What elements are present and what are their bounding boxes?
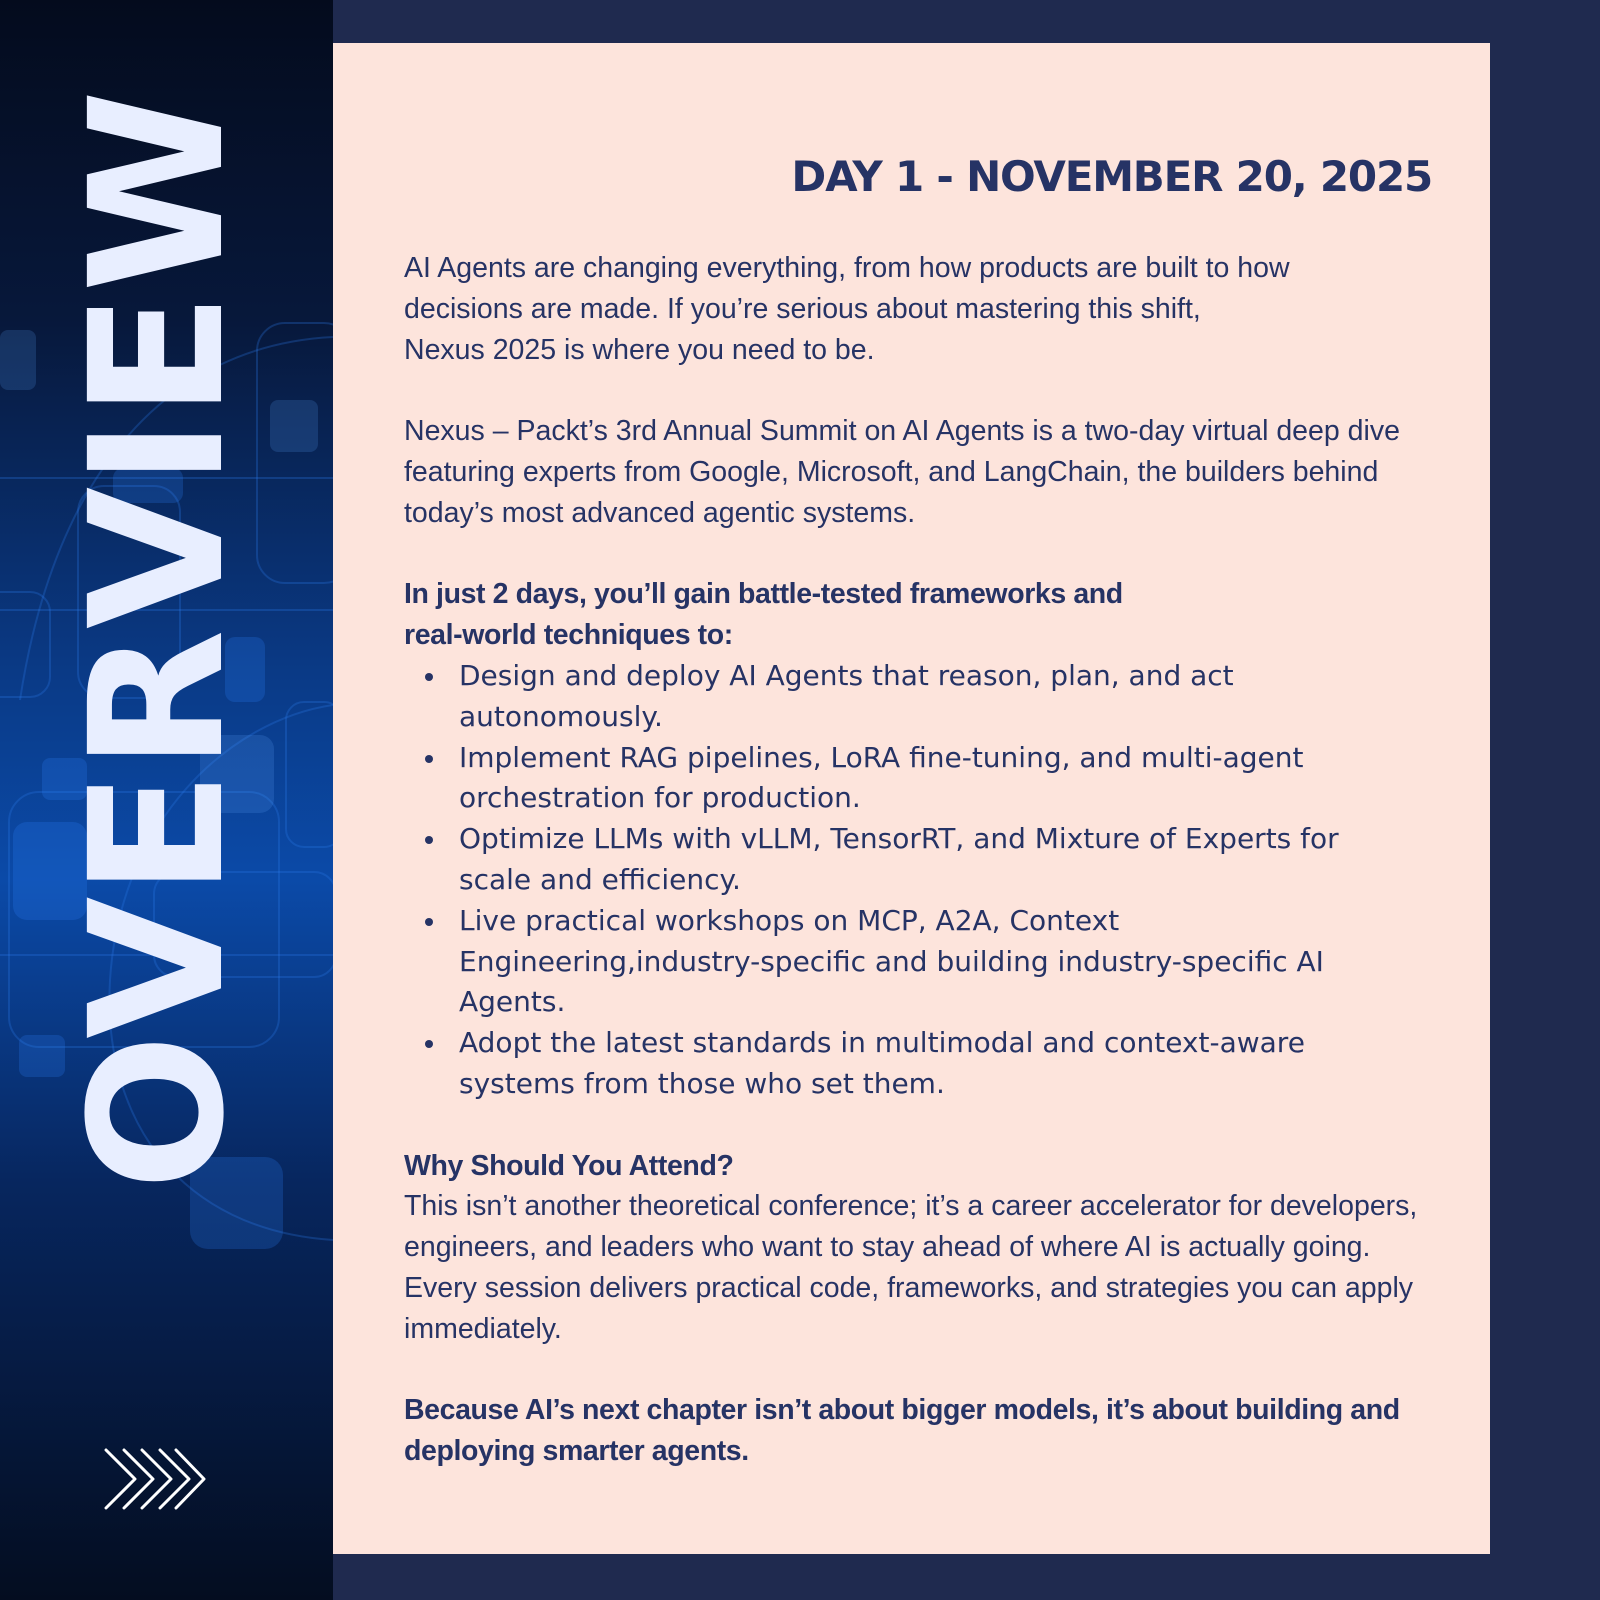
intro-line-2: decisions are made. If you’re serious about mastering this shift,	[404, 292, 1201, 325]
intro-line-3: Nexus 2025 is where you need to be.	[404, 333, 875, 366]
technique-item-rag-lora: Implement RAG pipelines, LoRA fine-tuning, and multi-agent orchestration for production.	[459, 738, 1409, 820]
technique-item-workshops: Live practical workshops on MCP, A2A, Context Engineering,industry-specific and building industry-specific AI Agents.	[459, 901, 1409, 1023]
closing-statement: Because AI’s next chapter isn’t about bigger models, it’s about building and deploying smarter agents.	[404, 1394, 1400, 1468]
intro-paragraph	[404, 248, 1444, 370]
technique-item-standards: Adopt the latest standards in multimodal and context-aware systems from those who set them.	[459, 1023, 1409, 1105]
gain-heading-line-2: real-world techniques to:	[404, 619, 733, 652]
overview-vertical-title: OVERVIEW	[51, 89, 265, 1191]
why-attend-paragraph: This isn’t another theoretical conference; it’s a career accelerator for developers, engineers, and leaders who want to stay ahead of where AI is actually going. Every session delivers practical code, frameworks, and strategies you can apply immediately.	[404, 1190, 1418, 1345]
gain-heading	[404, 574, 1444, 656]
overview-sidebar	[0, 0, 333, 1600]
chevrons-right-icon	[104, 1448, 206, 1510]
event-overview-card	[333, 43, 1490, 1554]
techniques-list	[404, 656, 1409, 1105]
technique-item-design-deploy: Design and deploy AI Agents that reason, plan, and act autonomously.	[459, 656, 1409, 738]
intro-line-1: AI Agents are changing everything, from how products are built to how	[404, 252, 1290, 284]
why-attend-heading: Why Should You Attend?	[404, 1149, 734, 1182]
day-date-heading: DAY 1 - NOVEMBER 20, 2025	[791, 152, 1432, 201]
summit-paragraph: Nexus – Packt’s 3rd Annual Summit on AI Agents is a two-day virtual deep dive featuring experts from Google, Microsoft, and LangChain, the builders behind today’s most advanced agentic systems.	[404, 415, 1400, 529]
technique-item-optimize-llms: Optimize LLMs with vLLM, TensorRT, and Mixture of Experts for scale and efficiency.	[459, 819, 1409, 901]
event-description	[404, 248, 1444, 1472]
gain-heading-line-1: In just 2 days, you’ll gain battle-tested frameworks and	[404, 578, 1123, 611]
